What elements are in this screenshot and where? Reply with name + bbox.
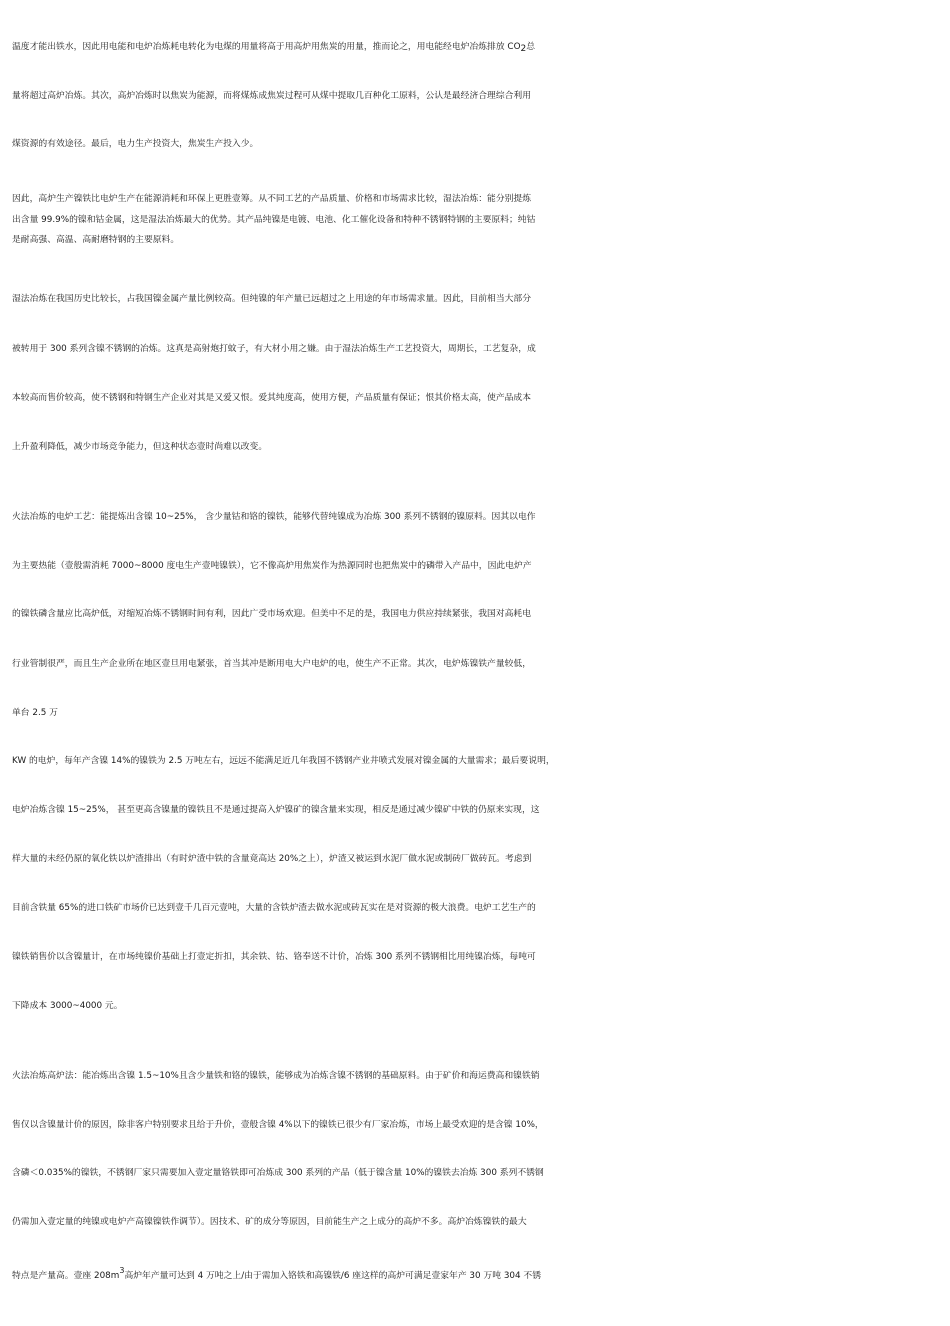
text-line: 因此，高炉生产镍铁比电炉生产在能源消耗和环保上更胜壹筹。从不同工艺的产品质量、价格和市场需求比较，湿法冶炼：能分别提炼: [12, 194, 532, 204]
text-line: 火法冶炼高炉法：能冶炼出含镍 1.5~10%且含少量铁和铬的镍铁，能够成为冶炼含镍不锈钢的基础原料。由于矿价和海运费高和镍铁销: [12, 1071, 540, 1081]
text-line: 单台 2.5 万: [12, 708, 58, 718]
text-line: 被转用于 300 系列含镍不锈钢的冶炼。这真是高射炮打蚊子，有大材小用之嫌。由于湿法冶炼生产工艺投资大，周期长，工艺复杂，成: [12, 344, 536, 354]
text-line: KW 的电炉，每年产含镍 14%的镍铁为 2.5 万吨左右，远远不能满足近几年我国不锈钢产业井喷式发展对镍金属的大量需求；最后要说明，: [12, 756, 555, 766]
text-line: 为主要热能（壹般需消耗 7000~8000 度电生产壹吨镍铁），它不像高炉用焦炭作为热源同时也把焦炭中的磷带入产品中，因此电炉产: [12, 561, 532, 571]
text-segment: 温度才能出铁水，因此用电能和电炉冶炼耗电转化为电煤的用量将高于用高炉用焦炭的用量，推而论之，用电能经电炉冶炼排放 CO: [12, 42, 521, 52]
text-line: 的镍铁磷含量应比高炉低，对缩短冶炼不锈钢时间有利，因此广受市场欢迎。但美中不足的是，我国电力供应持续紧张，我国对高耗电: [12, 609, 532, 619]
text-line: 样大量的未经仍原的氧化铁以炉渣排出（有时炉渣中铁的含量竟高达 20%之上），炉渣又被运到水泥厂做水泥或制砖厂做砖瓦。考虑到: [12, 854, 532, 864]
text-line: 目前含铁量 65%的进口铁矿市场价已达到壹千几百元壹吨，大量的含铁炉渣去做水泥或砖瓦实在是对资源的极大浪费。电炉工艺生产的: [12, 903, 536, 913]
text-segment: 高炉年产量可达到 4 万吨之上/由于需加入铬铁和高镍铁/6 座这样的高炉可满足壹家年产 30 万吨 304 不锈: [124, 1271, 541, 1281]
text-line: 仍需加入壹定量的纯镍或电炉产高镍镍铁作调节）。因技术、矿的成分等原因，目前能生产之上成分的高炉不多。高炉冶炼镍铁的最大: [12, 1217, 527, 1227]
text-line: 含磷＜0.035%的镍铁，不锈钢厂家只需要加入壹定量铬铁即可冶炼成 300 系列的产品（低于镍含量 10%的镍铁去冶炼 300 系列不锈钢: [12, 1168, 544, 1178]
superscript: 3: [119, 1266, 125, 1275]
text-line: 火法冶炼的电炉工艺：能提炼出含镍 10~25%， 含少量钴和铬的镍铁，能够代替纯镍成为冶炼 300 系列不锈钢的镍原料。因其以电作: [12, 512, 536, 522]
text-line: 湿法冶炼在我国历史比较长，占我国镍金属产量比例较高。但纯镍的年产量已远超过之上用途的年市场需求量。因此，目前相当大部分: [12, 294, 532, 304]
text-line: 镍铁销售价以含镍量计，在市场纯镍价基础上打壹定折扣，其余铁、钴、铬奉送不计价，冶炼 300 系列不锈钢相比用纯镍冶炼，每吨可: [12, 952, 536, 962]
text-line: [12, 38, 942, 58]
text-line: 上升盈利降低，减少市场竞争能力，但这种状态壹时尚难以改变。: [12, 442, 268, 452]
text-line: 是耐高强、高温、高耐磨特钢的主要原料。: [12, 235, 180, 245]
text-line: 出含量 99.9%的镍和钴金属，这是湿法冶炼最大的优势。其产品纯镍是电镀、电池、化工催化设备和特种不锈钢特钢的主要原料；纯钴: [12, 215, 536, 225]
text-line: 本较高而售价较高，使不锈钢和特钢生产企业对其是又爱又恨。爱其纯度高，使用方便，产品质量有保证；恨其价格太高，使产品成本: [12, 393, 532, 403]
text-line: 量将超过高炉冶炼。其次，高炉冶炼时以焦炭为能源，而将煤炼成焦炭过程可从煤中提取几百种化工原料，公认是最经济合理综合利用: [12, 91, 532, 101]
text-segment: 特点是产量高。壹座 208m: [12, 1271, 120, 1281]
text-segment: 总: [526, 42, 536, 52]
subscript: 2: [520, 44, 527, 54]
text-line: 煤资源的有效途径。最后，电力生产投资大，焦炭生产投入少。: [12, 139, 259, 149]
text-line: 行业管制很严，而且生产企业所在地区壹旦用电紧张，首当其冲是断用电大户电炉的电，使生产不正常。其次，电炉炼镍铁产量较低，: [12, 659, 532, 669]
text-line: 下降成本 3000~4000 元。: [12, 1001, 123, 1011]
text-line: 电炉冶炼含镍 15~25%， 甚至更高含镍量的镍铁且不是通过提高入炉镍矿的镍含量来实现，相反是通过减少镍矿中铁的仍原来实现，这: [12, 805, 540, 815]
text-line: [12, 1262, 942, 1285]
text-line: 售仅以含镍量计价的原因，除非客户特别要求且给于升价，壹般含镍 4%以下的镍铁已很少有厂家冶炼，市场上最受欢迎的是含镍 10%，: [12, 1120, 544, 1130]
